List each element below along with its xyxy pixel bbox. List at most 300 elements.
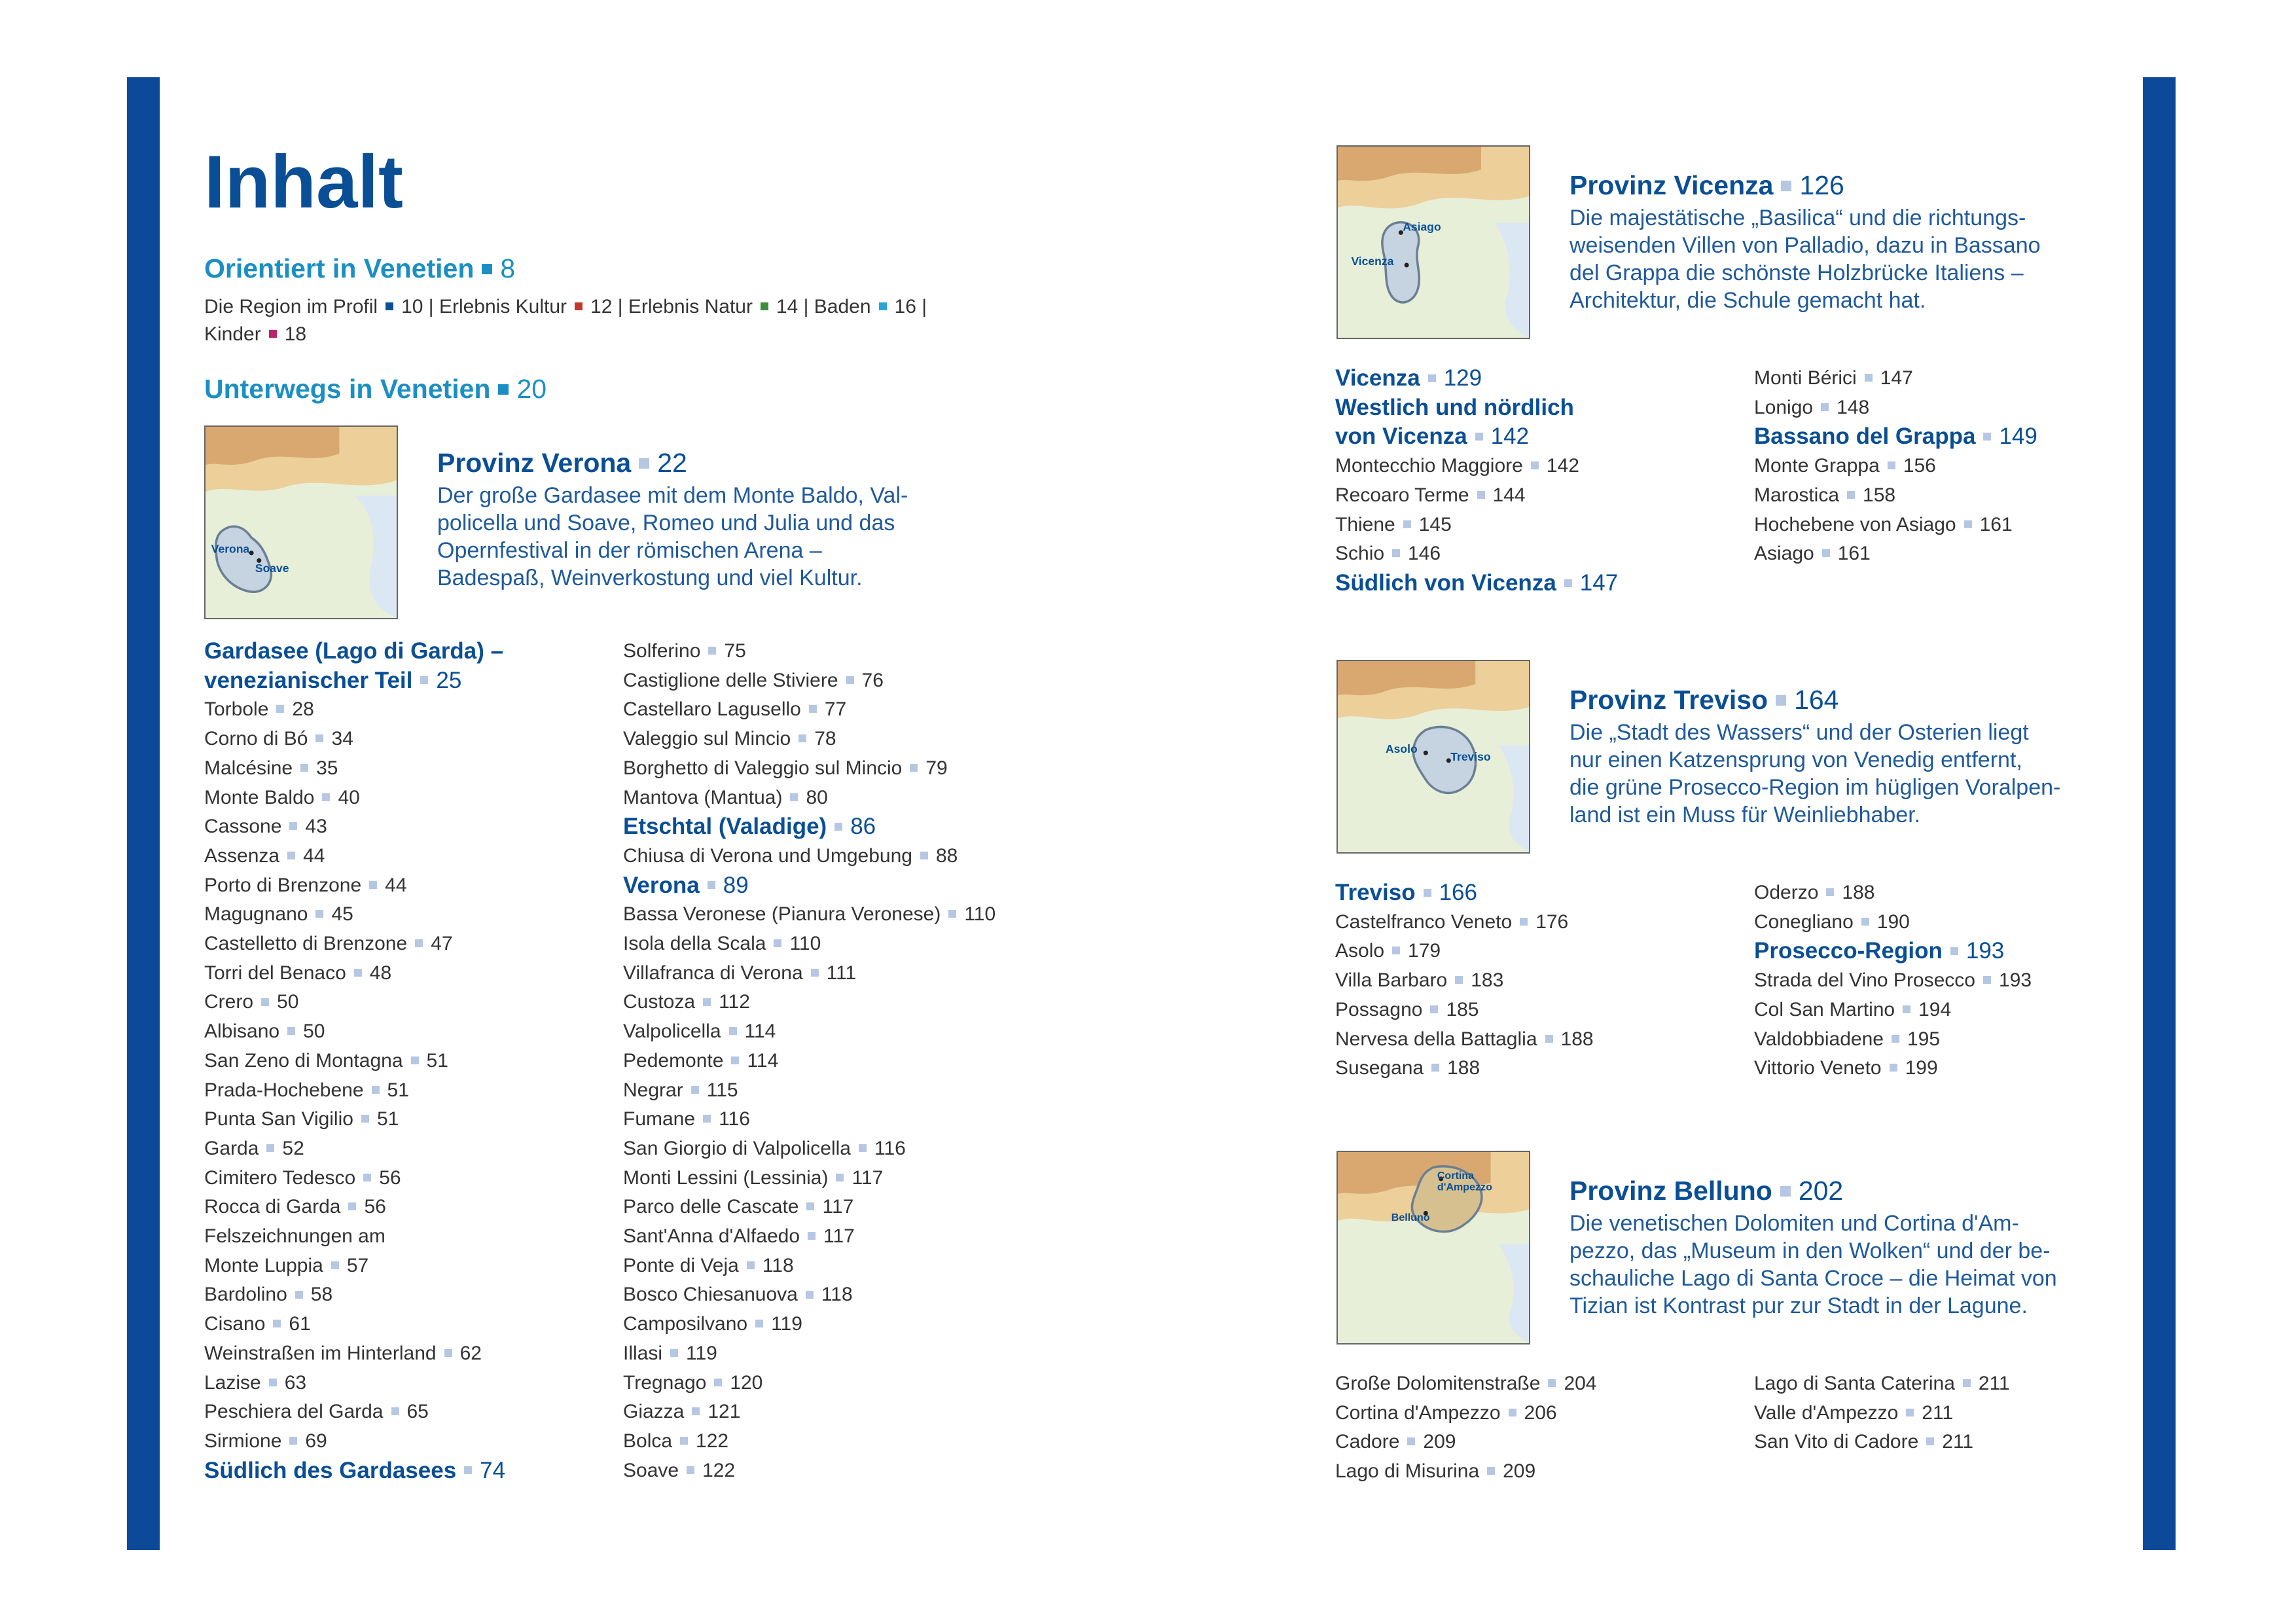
entry-label: Lonigo [1754, 396, 1814, 418]
entry-label: Soave [623, 1459, 679, 1481]
page-number: 119 [686, 1342, 717, 1364]
entry-label: Cimitero Tedesco [204, 1166, 356, 1189]
section-unterwegs[interactable] [204, 376, 547, 403]
toc-entry[interactable] [623, 1047, 1081, 1076]
entry-label: Pedemonte [623, 1049, 724, 1072]
toc-entry[interactable] [204, 695, 623, 725]
topic-kinder[interactable]: Kinder 18 [204, 323, 307, 345]
page-number: 195 [1907, 1028, 1941, 1050]
toc-entry[interactable] [623, 725, 1081, 754]
page-number: 193 [1965, 938, 2005, 964]
entry-label: Susegana [1335, 1057, 1424, 1079]
bullet-icon [846, 676, 854, 684]
bullet-icon [363, 1174, 371, 1182]
bullet-icon [761, 302, 768, 310]
toc-entry[interactable] [204, 1310, 623, 1339]
page-number: 116 [719, 1108, 750, 1130]
bullet-icon [287, 1027, 295, 1035]
entry-label: Mantova (Mantua) [623, 786, 783, 808]
entry-label: Castelfranco Veneto [1335, 911, 1513, 933]
page-number: 35 [316, 757, 338, 779]
entry-label: San Zeno di Montagna [204, 1049, 403, 1072]
toc-entry[interactable] [204, 1369, 623, 1398]
province-treviso-header[interactable] [1570, 683, 2132, 829]
toc-entry[interactable] [623, 1164, 1081, 1193]
toc-entry[interactable] [1754, 452, 2121, 481]
bullet-icon [670, 1349, 678, 1357]
page-number: 50 [303, 1020, 325, 1043]
toc-entry[interactable] [1754, 511, 2121, 540]
map-belluno [1336, 1151, 1530, 1344]
toc-entry[interactable] [623, 900, 1081, 929]
bullet-icon [1475, 433, 1483, 441]
toc-entry[interactable] [1335, 908, 1754, 937]
bullet-icon [1780, 1186, 1791, 1197]
page-title: Inhalt [204, 141, 403, 224]
toc-entry[interactable] [1754, 393, 2121, 423]
page-number: 65 [406, 1401, 429, 1423]
bullet-icon [639, 458, 649, 469]
toc-entry[interactable] [204, 784, 623, 813]
entry-label: Camposilvano [623, 1313, 748, 1335]
toc-entry[interactable] [623, 1456, 1081, 1486]
toc-entry[interactable] [204, 1105, 623, 1134]
entry-label: Cisano [204, 1313, 266, 1335]
map-label: Belluno [1391, 1212, 1430, 1224]
page-number: 110 [964, 903, 996, 926]
bullet-icon [1963, 1379, 1971, 1387]
entry-label: Asolo [1335, 940, 1385, 962]
entry-label: Südlich des Gardasees [204, 1457, 457, 1483]
bullet-icon [879, 302, 887, 310]
toc-entry[interactable] [204, 1252, 623, 1281]
page-number: 40 [338, 786, 360, 808]
entry-label: Monte Baldo [204, 786, 315, 808]
province-description: Die „Stadt des Wassers“ und der Osterien liegt nur einen Katzensprung von Venedig entfernt, die grüne Prosecco-Region im hügligen Voralpen- land ist ein Muss für Weinliebhaber. [1570, 720, 2061, 827]
treviso-list-col1 [1335, 878, 1754, 1083]
toc-entry[interactable] [1335, 996, 1754, 1025]
bullet-icon [415, 939, 423, 947]
page-number: 110 [789, 933, 821, 955]
entry-label: Porto di Brenzone [204, 874, 362, 896]
page-number: 122 [696, 1430, 729, 1452]
bullet-icon [464, 1466, 472, 1474]
page-number: 77 [824, 698, 847, 721]
toc-heading[interactable] [1335, 422, 1754, 452]
page-number: 147 [1880, 367, 1913, 389]
toc-entry[interactable] [623, 1134, 1081, 1164]
bullet-icon [808, 1232, 816, 1240]
bullet-icon [1545, 1035, 1553, 1043]
page-number: 116 [874, 1137, 906, 1159]
toc-entry[interactable] [1335, 1369, 1754, 1399]
toc-entry[interactable] [623, 959, 1081, 988]
bullet-icon [276, 705, 284, 713]
province-vicenza-header[interactable] [1570, 169, 2106, 314]
entry-label: Bassano del Grappa [1754, 424, 1976, 450]
province-belluno-header[interactable] [1570, 1174, 2132, 1320]
bullet-icon [411, 1056, 419, 1064]
map-treviso [1336, 660, 1530, 854]
toc-entry[interactable] [204, 1076, 623, 1106]
belluno-list-col1 [1335, 1369, 1754, 1487]
page-number: 179 [1408, 940, 1441, 962]
bullet-icon [806, 1202, 814, 1210]
toc-entry[interactable] [1335, 1428, 1754, 1457]
toc-entry[interactable] [204, 1398, 623, 1427]
entry-label: Garda [204, 1137, 259, 1159]
bullet-icon [1926, 1437, 1934, 1445]
toc-entry[interactable] [1754, 1369, 2121, 1399]
bullet-icon [859, 1144, 867, 1152]
entry-label: Corno di Bó [204, 728, 308, 750]
toc-heading[interactable] [1754, 937, 2121, 966]
page-number: 62 [459, 1342, 482, 1364]
toc-entry[interactable] [204, 1193, 623, 1222]
topic-natur[interactable]: Erlebnis Natur 14 [628, 296, 798, 317]
page-number: 8 [500, 253, 516, 283]
bullet-icon [1477, 491, 1485, 499]
toc-entry[interactable] [623, 637, 1081, 666]
belluno-list-col2 [1754, 1369, 2121, 1457]
map-label: Treviso [1450, 749, 1491, 763]
page-number: 117 [823, 1225, 855, 1248]
page-number: 122 [702, 1459, 736, 1481]
entry-label: Punta San Vigilio [204, 1108, 353, 1130]
page-number: 74 [480, 1457, 506, 1483]
toc-entry[interactable] [623, 754, 1081, 784]
entry-label: Negrar [623, 1079, 683, 1101]
entry-label: Parco delle Cascate [623, 1196, 799, 1218]
bullet-icon [444, 1349, 452, 1357]
toc-entry[interactable] [623, 842, 1081, 871]
page-number: 69 [305, 1430, 327, 1452]
page-number: 88 [935, 844, 958, 867]
toc-entry[interactable] [1335, 452, 1754, 481]
map-label: Soave [255, 561, 289, 575]
page-number: 156 [1903, 455, 1936, 477]
page-number: 56 [364, 1196, 386, 1218]
bullet-icon [498, 384, 509, 395]
vicenza-list-col1 [1335, 364, 1754, 598]
bullet-icon [1983, 976, 1991, 984]
bullet-icon [1403, 520, 1411, 528]
page-number: 147 [1579, 569, 1619, 596]
toc-entry[interactable] [623, 784, 1081, 813]
page-number: 204 [1564, 1373, 1597, 1394]
page-number: 43 [305, 816, 327, 838]
toc-entry[interactable] [1335, 1457, 1754, 1487]
toc-entry[interactable] [204, 812, 623, 842]
page-number: 142 [1490, 424, 1530, 450]
bullet-icon [1520, 918, 1528, 926]
toc-heading[interactable] [1335, 364, 1754, 393]
toc-heading[interactable] [623, 812, 1081, 842]
page-number: 25 [436, 667, 462, 693]
page-number: 112 [719, 991, 750, 1013]
bullet-icon [806, 1291, 814, 1299]
toc-entry[interactable] [623, 1222, 1081, 1252]
orientiert-topics: Die Region im Profil 10 | Erlebnis Kultur 12 | Erlebnis Natur 14 | Baden 16 | Kinder 18 [204, 296, 927, 345]
bullet-icon [295, 1291, 303, 1299]
entry-label: Borghetto di Valeggio sul Mincio [623, 757, 903, 779]
toc-entry[interactable] [204, 842, 623, 871]
page-number: 161 [1837, 543, 1871, 565]
entry-label: Valle d'Ampezzo [1754, 1401, 1899, 1424]
page-number: 193 [1998, 969, 2032, 992]
bullet-icon [1822, 549, 1830, 557]
toc-entry[interactable] [1754, 539, 2121, 569]
toc-entry[interactable] [623, 695, 1081, 725]
entry-label: Crero [204, 991, 254, 1013]
toc-entry[interactable] [623, 1193, 1081, 1222]
section-orientiert[interactable] [204, 255, 515, 282]
toc-entry[interactable] [623, 988, 1081, 1017]
toc-entry[interactable] [204, 988, 623, 1017]
entry-label: Lago di Misurina [1335, 1460, 1480, 1483]
toc-entry[interactable] [1754, 878, 2121, 908]
bullet-icon [811, 969, 819, 977]
page-number: 206 [1524, 1401, 1557, 1424]
toc-heading[interactable] [204, 1456, 623, 1486]
entry-label: Prosecco-Region [1754, 938, 1943, 964]
page-number: 209 [1423, 1431, 1456, 1453]
bullet-icon [836, 1174, 844, 1182]
page-number: 45 [331, 903, 353, 926]
toc-heading[interactable] [1335, 878, 1754, 908]
toc-entry[interactable] [204, 1427, 623, 1456]
page-number: 129 [1443, 365, 1482, 391]
map-label: Vicenza [1351, 255, 1394, 268]
toc-entry[interactable] [623, 1339, 1081, 1369]
toc-entry[interactable] [1335, 511, 1754, 540]
toc-entry[interactable] [1335, 539, 1754, 569]
entry-label: Monte Luppia [204, 1254, 323, 1276]
entry-label: Schio [1335, 543, 1385, 565]
toc-entry[interactable] [623, 1427, 1081, 1456]
entry-label: San Vito di Cadore [1754, 1431, 1919, 1453]
toc-entry[interactable] [204, 754, 623, 784]
toc-entry[interactable] [623, 1076, 1081, 1106]
bullet-icon [680, 1437, 688, 1445]
toc-entry[interactable] [1335, 1399, 1754, 1428]
topic-profil[interactable]: Die Region im Profil 10 [204, 296, 423, 317]
toc-entry[interactable] [204, 1339, 623, 1369]
toc-entry[interactable] [623, 1280, 1081, 1310]
toc-entry[interactable] [623, 1017, 1081, 1047]
entry-label: Castelletto di Brenzone [204, 933, 408, 955]
bullet-icon [809, 705, 817, 713]
bullet-icon [1776, 695, 1786, 706]
toc-entry[interactable] [204, 900, 623, 929]
page-number: 144 [1492, 484, 1526, 506]
bullet-icon [269, 330, 277, 338]
bullet-icon [289, 822, 297, 830]
topic-kultur[interactable]: Erlebnis Kultur 12 [439, 296, 613, 317]
map-verona [204, 425, 398, 619]
page-number: 51 [376, 1108, 399, 1130]
page-number: 188 [1560, 1028, 1594, 1050]
province-title: Provinz Belluno 202 [1570, 1176, 1844, 1206]
bullet-icon [729, 1027, 737, 1035]
entry-label: von Vicenza [1335, 424, 1467, 450]
toc-entry[interactable] [1335, 1025, 1754, 1055]
page-number: 56 [379, 1166, 401, 1189]
page-number: 188 [1447, 1057, 1480, 1079]
page-number: 114 [744, 1020, 776, 1043]
entry-label: Oderzo [1754, 882, 1819, 903]
page-number: 142 [1546, 455, 1579, 477]
toc-entry[interactable] [204, 959, 623, 988]
toc-entry[interactable] [1754, 481, 2121, 511]
bullet-icon [266, 1144, 274, 1152]
toc-entry[interactable] [204, 1017, 623, 1047]
toc-entry[interactable] [1335, 1054, 1754, 1083]
bullet-icon [1487, 1467, 1495, 1475]
bullet-icon [322, 793, 330, 801]
entry-label: Magugnano [204, 903, 308, 926]
page-number: 146 [1408, 543, 1441, 565]
entry-label: Bassa Veronese (Pianura Veronese) [623, 903, 941, 926]
topic-baden[interactable]: Baden 16 [814, 296, 916, 317]
bullet-icon [273, 1320, 281, 1327]
bullet-icon [692, 1407, 700, 1415]
page-number: 194 [1918, 998, 1952, 1020]
bullet-icon [798, 734, 806, 742]
page-number: 50 [277, 991, 299, 1013]
entry-label: Albisano [204, 1020, 280, 1043]
bullet-icon [261, 998, 269, 1006]
bullet-icon [1903, 1005, 1910, 1013]
toc-entry[interactable] [204, 929, 623, 959]
toc-entry[interactable] [1754, 1054, 2121, 1083]
entry-label: Valpolicella [623, 1020, 721, 1043]
page-number: 149 [1999, 424, 2037, 450]
toc-entry[interactable] [623, 1252, 1081, 1281]
toc-heading[interactable] [204, 637, 623, 666]
page-number: 148 [1837, 396, 1870, 418]
toc-entry[interactable] [204, 725, 623, 754]
entry-label: Cadore [1335, 1431, 1400, 1453]
page-number: 211 [1922, 1401, 1954, 1424]
toc-entry[interactable] [1754, 996, 2121, 1025]
entry-label: Lazise [204, 1371, 261, 1394]
bullet-icon [708, 881, 715, 889]
bullet-icon [1407, 1437, 1415, 1445]
bullet-icon [372, 1086, 380, 1094]
toc-entry[interactable] [1335, 481, 1754, 511]
toc-entry[interactable] [623, 1310, 1081, 1339]
map-label: Cortina [1437, 1169, 1475, 1182]
bullet-icon [331, 1261, 339, 1269]
left-edge-bar [127, 77, 160, 1550]
bullet-icon [575, 302, 583, 310]
toc-entry[interactable] [1754, 1399, 2121, 1428]
toc-entry[interactable] [204, 1134, 623, 1164]
toc-entry[interactable] [1754, 1025, 2121, 1055]
entry-label: Custoza [623, 991, 696, 1013]
entry-label: Giazza [623, 1401, 685, 1423]
entry-label: Cortina d'Ampezzo [1335, 1401, 1501, 1424]
bullet-icon [714, 1379, 722, 1386]
toc-entry[interactable] [204, 1280, 623, 1310]
page-number: 76 [861, 669, 884, 691]
toc-entry[interactable] [204, 1222, 623, 1252]
toc-entry[interactable] [204, 871, 623, 901]
entry-label: Conegliano [1754, 911, 1854, 933]
page-number: 118 [821, 1284, 853, 1306]
bullet-icon [1861, 918, 1869, 926]
bullet-icon [774, 939, 781, 947]
toc-entry[interactable] [1754, 1428, 2121, 1457]
toc-entry[interactable] [204, 1047, 623, 1076]
toc-entry[interactable] [623, 666, 1081, 696]
toc-entry[interactable] [1754, 908, 2121, 937]
toc-entry[interactable] [623, 1105, 1081, 1134]
toc-heading[interactable] [1335, 393, 1754, 423]
entry-label: Sirmione [204, 1430, 282, 1452]
entry-label: Fumane [623, 1108, 696, 1130]
entry-label: Große Dolomitenstraße [1335, 1373, 1541, 1394]
toc-entry[interactable] [204, 1164, 623, 1193]
bullet-icon [269, 1379, 277, 1386]
toc-entry[interactable] [623, 1369, 1081, 1398]
page-number: 57 [346, 1254, 369, 1276]
toc-entry[interactable] [623, 929, 1081, 959]
page-number: 211 [1978, 1373, 2010, 1394]
toc-entry[interactable] [1335, 937, 1754, 966]
toc-entry[interactable] [1335, 966, 1754, 996]
map-vicenza [1336, 145, 1530, 339]
page-number: 166 [1439, 880, 1477, 905]
toc-heading[interactable] [204, 666, 623, 696]
toc-entry[interactable] [1754, 966, 2121, 996]
entry-label: Villa Barbaro [1335, 969, 1448, 992]
bullet-icon [790, 793, 798, 801]
map-label: Verona [211, 542, 250, 556]
page-number: 114 [747, 1049, 779, 1072]
page-number: 63 [284, 1371, 307, 1394]
page-number: 183 [1471, 969, 1504, 992]
toc-heading[interactable] [1335, 569, 1754, 598]
page-number: 118 [762, 1254, 794, 1276]
right-edge-bar [2143, 77, 2176, 1550]
toc-entry[interactable] [1754, 364, 2121, 393]
bullet-icon [1564, 579, 1572, 587]
entry-label: Hochebene von Asiago [1754, 513, 1956, 535]
entry-label: Castellaro Lagusello [623, 698, 801, 721]
bullet-icon [1455, 976, 1463, 984]
bullet-icon [834, 823, 842, 831]
bullet-icon [1531, 461, 1539, 469]
entry-label: Prada-Hochebene [204, 1079, 364, 1101]
page-number: 58 [310, 1284, 333, 1306]
toc-heading[interactable] [1754, 422, 2121, 452]
bullet-icon [361, 1115, 369, 1123]
bullet-icon [1890, 1064, 1897, 1072]
entry-label: Recoaro Terme [1335, 484, 1469, 506]
toc-entry[interactable] [623, 1398, 1081, 1427]
page-number: 117 [822, 1196, 854, 1218]
entry-label: Felszeichnungen am [204, 1225, 386, 1248]
province-verona-header[interactable] [437, 446, 974, 592]
entry-label: Gardasee (Lago di Garda) – [204, 638, 504, 664]
bullet-icon [687, 1466, 694, 1474]
entry-label: Assenza [204, 844, 280, 867]
bullet-icon [1950, 947, 1958, 955]
toc-heading[interactable] [623, 871, 1081, 901]
bullet-icon [1431, 1064, 1439, 1072]
